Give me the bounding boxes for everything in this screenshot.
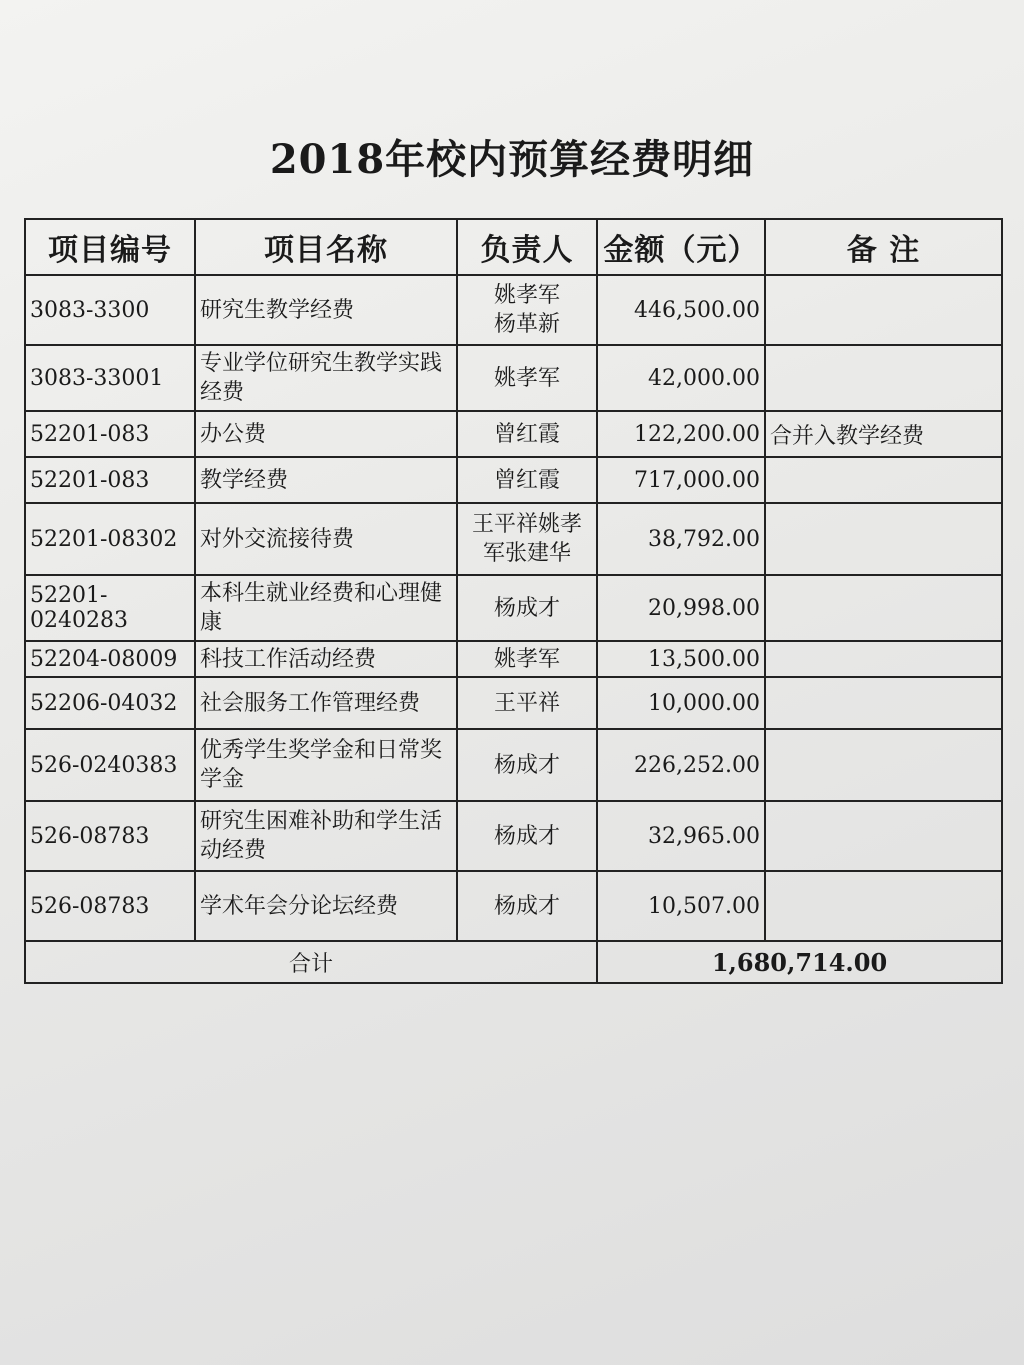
table-row bbox=[25, 641, 1002, 677]
cell-code: 3083-33001 bbox=[25, 345, 195, 411]
cell-owner: 姚孝军 bbox=[457, 345, 597, 411]
cell-code: 52206-04032 bbox=[25, 677, 195, 729]
table-row bbox=[25, 729, 1002, 801]
cell-owner: 杨成才 bbox=[457, 575, 597, 641]
cell-owner: 曾红霞 bbox=[457, 411, 597, 457]
cell-name: 科技工作活动经费 bbox=[195, 641, 457, 677]
cell-amount: 226,252.00 bbox=[597, 729, 765, 801]
cell-amount: 32,965.00 bbox=[597, 801, 765, 871]
table-row bbox=[25, 677, 1002, 729]
cell-code: 526-0240383 bbox=[25, 729, 195, 801]
cell-name: 优秀学生奖学金和日常奖学金 bbox=[195, 729, 457, 801]
cell-name: 专业学位研究生教学实践经费 bbox=[195, 345, 457, 411]
cell-name: 办公费 bbox=[195, 411, 457, 457]
table-row bbox=[25, 275, 1002, 345]
cell-owner: 杨成才 bbox=[457, 801, 597, 871]
cell-amount: 10,507.00 bbox=[597, 871, 765, 941]
cell-amount: 122,200.00 bbox=[597, 411, 765, 457]
total-row bbox=[25, 941, 1002, 983]
cell-remark bbox=[765, 457, 1002, 503]
cell-amount: 42,000.00 bbox=[597, 345, 765, 411]
cell-owner: 杨成才 bbox=[457, 871, 597, 941]
cell-owner: 姚孝军 bbox=[457, 641, 597, 677]
cell-owner: 王平祥 bbox=[457, 677, 597, 729]
table-row bbox=[25, 871, 1002, 941]
cell-code: 52201-083 bbox=[25, 411, 195, 457]
cell-code: 52201-083 bbox=[25, 457, 195, 503]
cell-owner: 曾红霞 bbox=[457, 457, 597, 503]
cell-remark bbox=[765, 641, 1002, 677]
cell-remark: 合并入教学经费 bbox=[765, 411, 1002, 457]
cell-owner: 杨成才 bbox=[457, 729, 597, 801]
total-label: 合计 bbox=[25, 941, 597, 983]
cell-amount: 38,792.00 bbox=[597, 503, 765, 575]
cell-name: 学术年会分论坛经费 bbox=[195, 871, 457, 941]
cell-code: 526-08783 bbox=[25, 871, 195, 941]
table-row bbox=[25, 457, 1002, 503]
table-row bbox=[25, 575, 1002, 641]
cell-name: 教学经费 bbox=[195, 457, 457, 503]
header-amount: 金额（元） bbox=[597, 219, 765, 275]
cell-code: 52204-08009 bbox=[25, 641, 195, 677]
cell-remark bbox=[765, 801, 1002, 871]
header-owner: 负责人 bbox=[457, 219, 597, 275]
cell-name: 研究生教学经费 bbox=[195, 275, 457, 345]
cell-code: 52201-08302 bbox=[25, 503, 195, 575]
cell-code: 52201-0240283 bbox=[25, 575, 195, 641]
cell-remark bbox=[765, 677, 1002, 729]
cell-code: 526-08783 bbox=[25, 801, 195, 871]
header-remark: 备 注 bbox=[765, 219, 1002, 275]
cell-code: 3083-3300 bbox=[25, 275, 195, 345]
cell-remark bbox=[765, 871, 1002, 941]
cell-remark bbox=[765, 575, 1002, 641]
header-name: 项目名称 bbox=[195, 219, 457, 275]
cell-remark bbox=[765, 275, 1002, 345]
cell-amount: 20,998.00 bbox=[597, 575, 765, 641]
table-row bbox=[25, 801, 1002, 871]
cell-amount: 446,500.00 bbox=[597, 275, 765, 345]
table-row bbox=[25, 411, 1002, 457]
cell-name: 对外交流接待费 bbox=[195, 503, 457, 575]
budget-table bbox=[24, 218, 1003, 984]
header-code: 项目编号 bbox=[25, 219, 195, 275]
cell-amount: 717,000.00 bbox=[597, 457, 765, 503]
cell-remark bbox=[765, 503, 1002, 575]
cell-owner: 姚孝军 杨革新 bbox=[457, 275, 597, 345]
cell-amount: 10,000.00 bbox=[597, 677, 765, 729]
table-row bbox=[25, 345, 1002, 411]
cell-name: 研究生困难补助和学生活动经费 bbox=[195, 801, 457, 871]
page-title: 2018年校内预算经费明细 bbox=[269, 136, 755, 183]
total-amount: 1,680,714.00 bbox=[597, 941, 1002, 983]
cell-owner: 王平祥姚孝军张建华 bbox=[457, 503, 597, 575]
table-row bbox=[25, 503, 1002, 575]
cell-remark bbox=[765, 345, 1002, 411]
cell-name: 社会服务工作管理经费 bbox=[195, 677, 457, 729]
cell-name: 本科生就业经费和心理健康 bbox=[195, 575, 457, 641]
cell-remark bbox=[765, 729, 1002, 801]
table-header-row bbox=[25, 219, 1002, 275]
cell-amount: 13,500.00 bbox=[597, 641, 765, 677]
